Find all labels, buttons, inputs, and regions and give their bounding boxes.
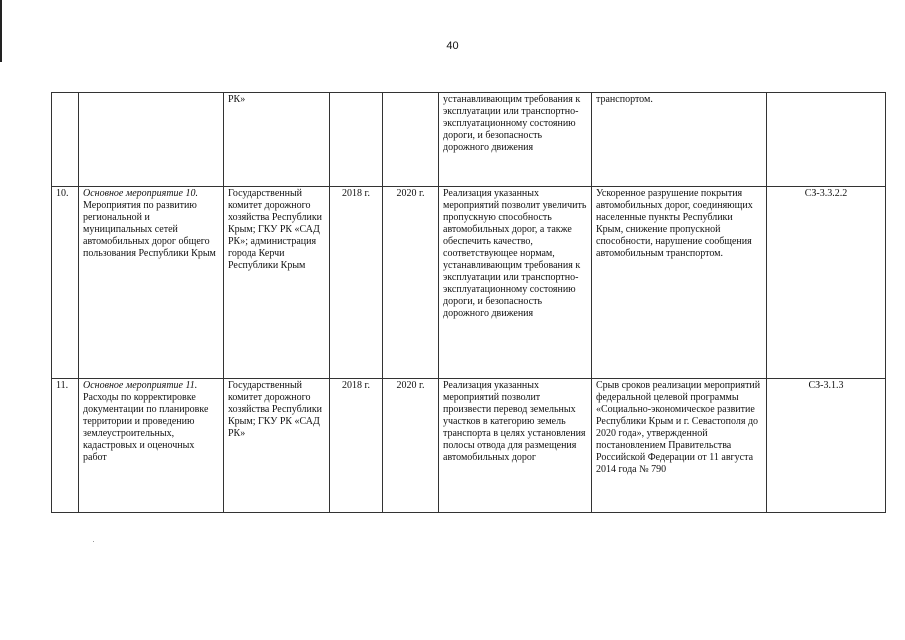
start-year-cell: 2018 г.	[330, 187, 383, 379]
end-year-cell	[383, 93, 439, 187]
measures-table	[51, 92, 886, 513]
result-cell: устанавливающим требования к эксплуатации или транспортно-эксплуатационному состоянию дороги, и безопасность дорожного движения	[439, 93, 592, 187]
table-row	[52, 379, 886, 513]
executor-cell: Государственный комитет дорожного хозяйства Республики Крым; ГКУ РК «САД РК»	[224, 379, 330, 513]
measure-cell	[79, 93, 224, 187]
start-year-cell	[330, 93, 383, 187]
row-number-cell: 10.	[52, 187, 79, 379]
scan-speck	[93, 541, 94, 542]
table-row	[52, 187, 886, 379]
measure-cell	[79, 379, 224, 513]
result-cell: Реализация указанных мероприятий позволит увеличить пропускную способность автомобильных дорог, а также обеспечить качество, соответствующее нормам, устанавливающим требования к эксплуатации или транспортно-эксплуатационному состоянию дороги, и безопасность дорожного движения	[439, 187, 592, 379]
table-row	[52, 93, 886, 187]
executor-cell: Государственный комитет дорожного хозяйства Республики Крым; ГКУ РК «САД РК»; администрация города Керчи Республики Крым	[224, 187, 330, 379]
page-number: 40	[446, 40, 459, 52]
row-number-cell: 11.	[52, 379, 79, 513]
consequences-cell: транспортом.	[592, 93, 767, 187]
left-edge-rule	[0, 0, 2, 62]
indicator-cell	[767, 93, 886, 187]
indicator-cell: СЗ-3.3.2.2	[767, 187, 886, 379]
measure-type: Основное мероприятие 11.	[83, 380, 198, 391]
indicator-cell: СЗ-3.1.3	[767, 379, 886, 513]
measure-type: Основное мероприятие 10.	[83, 188, 198, 199]
consequences-cell: Срыв сроков реализации мероприятий федеральной целевой программы «Социально-экономическое развитие Республики Крым и г. Севастополя до 2020 года», утвержденной постановлением Правительства Российской Федерации от 11 августа 2014 года № 790	[592, 379, 767, 513]
measure-description: Мероприятия по развитию региональной и муниципальных сетей автомобильных дорог общего пользования Республики Крым	[83, 200, 216, 259]
start-year-cell: 2018 г.	[330, 379, 383, 513]
consequences-cell: Ускоренное разрушение покрытия автомобильных дорог, соединяющих населенные пункты Республики Крым, снижение пропускной способности, нарушение сообщения автомобильным транспортом.	[592, 187, 767, 379]
end-year-cell: 2020 г.	[383, 187, 439, 379]
result-cell: Реализация указанных мероприятий позволит произвести перевод земельных участков в категорию земель транспорта в целях установления полосы отвода для размещения автомобильных дорог	[439, 379, 592, 513]
measure-description: Расходы по корректировке документации по планировке территории и проведению землеустроительных, кадастровых и оценочных работ	[83, 392, 209, 463]
executor-cell: РК»	[224, 93, 330, 187]
measure-cell	[79, 187, 224, 379]
end-year-cell: 2020 г.	[383, 379, 439, 513]
row-number-cell	[52, 93, 79, 187]
